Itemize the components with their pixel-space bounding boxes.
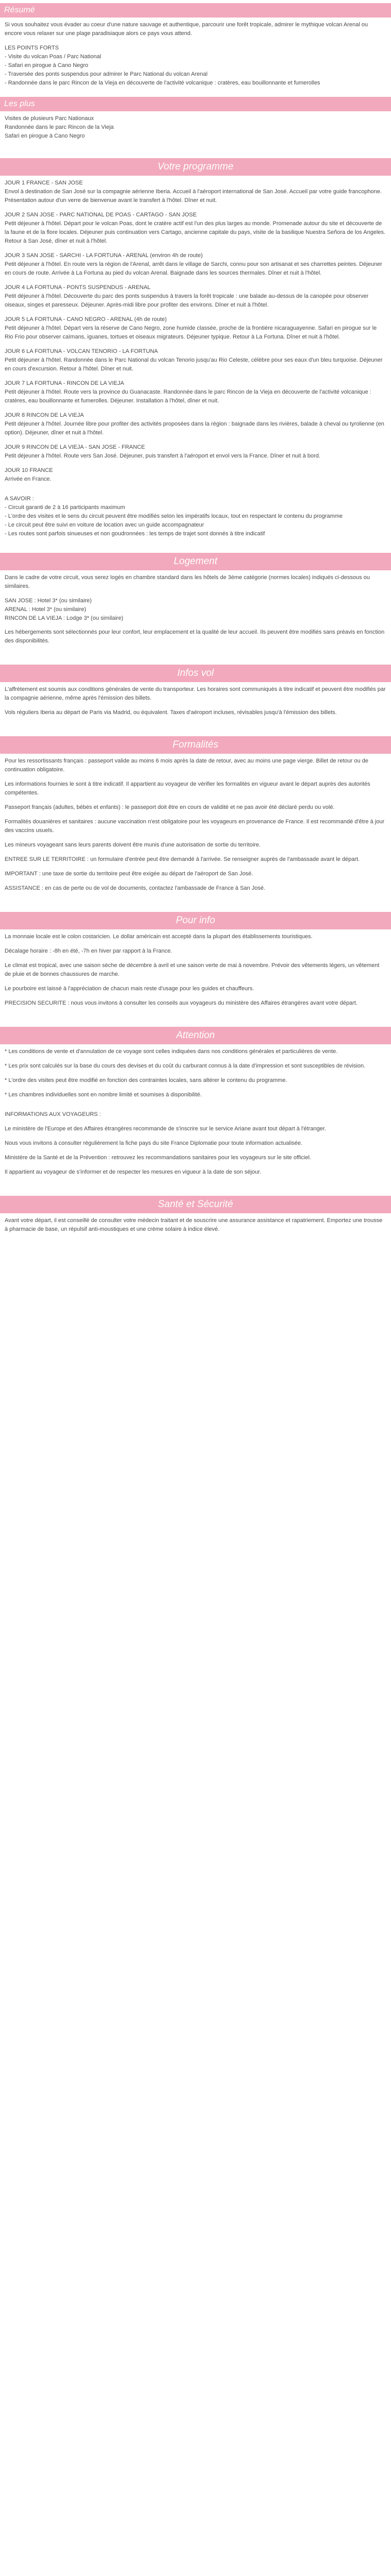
- attention-paragraph: * L'ordre des visites peut être modifié en fonction des contraintes locales, sans altérer le contenu du programme.: [5, 1077, 287, 1083]
- logement-title: Logement: [173, 556, 218, 567]
- plus-body: [0, 111, 391, 143]
- day-heading: JOUR 3 SAN JOSE - SARCHI - LA FORTUNA - ARENAL (environ 4h de route): [5, 252, 203, 259]
- resume-point: - Safari en pirogue à Cano Negro: [5, 62, 89, 69]
- pour-info-header: [0, 912, 391, 929]
- day-text: Petit déjeuner à l'hôtel. Route vers San José. Déjeuner, puis transfert à l'aéroport et envol vers la France. Dîner et nuit à bord.: [5, 453, 320, 459]
- attention-paragraph: Ministère de la Santé et de la Prévention : retrouvez les recommandations sanitaires pour les voyageurs sur le site officiel.: [5, 1155, 312, 1161]
- day-text: Arrivée en France.: [5, 476, 52, 482]
- hotel-item: ARENAL : Hotel 3* (ou similaire): [5, 606, 86, 613]
- logement-intro: Dans le cadre de votre circuit, vous serez logés en chambre standard dans les hôtels de 3ème catégorie (normes locales) indiqués ci-dessous ou similaires.: [5, 574, 370, 589]
- attention-paragraph: * Les prix sont calculés sur la base du cours des devises et du coût du carburant connus à la date d'impression et sont susceptibles de révision.: [5, 1063, 366, 1069]
- note-item: - Circuit garanti de 2 à 16 participants maximum: [5, 504, 125, 511]
- attention-paragraph: * Les chambres individuelles sont en nombre limité et soumises à disponibilité.: [5, 1092, 202, 1098]
- formalites-header: [0, 736, 391, 754]
- plus-item: Safari en pirogue à Cano Negro: [5, 133, 85, 139]
- day-heading: JOUR 6 LA FORTUNA - VOLCAN TENORIO - LA FORTUNA: [5, 348, 158, 354]
- note-item: - L'ordre des visites et le sens du circuit peuvent être modifiés selon les impératifs locaux, tout en respectant le contenu du programme: [5, 513, 343, 519]
- attention-paragraph: * Les conditions de vente et d'annulation de ce voyage sont celles indiquées dans nos conditions générales et particulières de vente.: [5, 1048, 338, 1055]
- resume-body: [0, 18, 391, 90]
- resume-point: - Randonnée dans le parc Rincon de la Vieja en découverte de l'activité volcanique : cratères, eau bouillonnante et fumerolles: [5, 80, 320, 86]
- formalites-title: Formalités: [172, 739, 219, 750]
- pour-info-title: Pour info: [175, 915, 216, 926]
- attention-paragraph: Le ministère de l'Europe et des Affaires étrangères recommande de s'inscrire sur le service Ariane avant tout départ à l'étranger.: [5, 1126, 327, 1132]
- day-heading: JOUR 10 FRANCE: [5, 467, 53, 473]
- day-heading: JOUR 8 RINCON DE LA VIEJA: [5, 412, 84, 418]
- attention-paragraph: Il appartient au voyageur de s'informer et de respecter les mesures en vigueur à la date de son séjour.: [5, 1169, 262, 1175]
- note-item: - Les routes sont parfois sinueuses et non goudronnées : les temps de trajet sont donnés à titre indicatif: [5, 531, 265, 537]
- resume-intro: Si vous souhaitez vous évader au coeur d'une nature sauvage et authentique, parcourir une forêt tropicale, admirer le mythique volcan Arenal ou encore vous relaxer sur une plage paradisiaque alors ce pays vous attend.: [5, 22, 368, 37]
- hotel-item: RINCON DE LA VIEJA : Lodge 3* (ou similaire): [5, 615, 123, 621]
- hotel-item: SAN JOSE : Hotel 3* (ou similaire): [5, 598, 92, 604]
- logement-note: Les hébergements sont sélectionnés pour leur confort, leur emplacement et la qualité de leur accueil. Ils peuvent être modifiés sans préavis en fonction des disponibilités.: [5, 629, 385, 644]
- attention-subtitle: INFORMATIONS AUX VOYAGEURS :: [5, 1111, 101, 1117]
- day-text: Petit déjeuner à l'hôtel. Départ pour le volcan Poas, dont le cratère actif est l'un des plus larges au monde. Promenade autour du site et découverte de la faune et de la flore locales. Déjeuner puis continuation vers Cartago, ancienne capitale du pays, visite de la basilique Nuestra Señora de los Angeles. Retour à San José, dîner et nuit à l'hôtel.: [5, 221, 386, 244]
- day-text: Petit déjeuner à l'hôtel. Journée libre pour profiter des activités proposées dans la région : baignade dans les rivières, balade à cheval ou tyrolienne (en option). Déjeuner, dîner et nuit à l'hôtel.: [5, 421, 384, 436]
- formalites-paragraph: Formalités douanières et sanitaires : aucune vaccination n'est obligatoire pour les voyageurs en provenance de France. Il est recommandé d'être à jour des vaccins usuels.: [5, 819, 385, 834]
- formalites-paragraph: Les mineurs voyageant sans leurs parents doivent être munis d'une autorisation de sortie du territoire.: [5, 842, 261, 848]
- pour-info-paragraph: PRECISION SECURITE : nous vous invitons à consulter les conseils aux voyageurs du ministère des Affaires étrangères avant votre départ.: [5, 1000, 357, 1006]
- infos-vol-body: [0, 682, 391, 725]
- formalites-paragraph: ASSISTANCE : en cas de perte ou de vol de documents, contactez l'ambassade de France à San José.: [5, 885, 266, 891]
- pour-info-paragraph: La monnaie locale est le colon costaricien. Le dollar américain est accepté dans la plupart des établissements touristiques.: [5, 934, 313, 940]
- pour-info-body: [0, 929, 391, 1015]
- resume-points-title: LES POINTS FORTS: [5, 45, 59, 51]
- infos-vol-title: Infos vol: [177, 668, 214, 679]
- day-heading: JOUR 2 SAN JOSE - PARC NATIONAL DE POAS - CARTAGO - SAN JOSE: [5, 212, 197, 218]
- sante-header: [0, 1196, 391, 1213]
- sante-body: [0, 1213, 391, 1242]
- day-heading: JOUR 7 LA FORTUNA - RINCON DE LA VIEJA: [5, 380, 124, 386]
- attention-header: [0, 1027, 391, 1044]
- formalites-paragraph: Pour les ressortissants français : passeport valide au moins 6 mois après la date de retour, avec au moins une page vierge. Billet de retour ou de continuation obligatoire.: [5, 758, 368, 773]
- plus-item: Randonnée dans le parc Rincon de la Vieja: [5, 124, 114, 130]
- plus-item: Visites de plusieurs Parc Nationaux: [5, 115, 94, 122]
- note-item: - Le circuit peut être suivi en voiture de location avec un guide accompagnateur: [5, 522, 204, 528]
- infos-vol-header: [0, 665, 391, 682]
- resume-point: - Visite du volcan Poas / Parc National: [5, 54, 101, 60]
- formalites-paragraph: IMPORTANT : une taxe de sortie du territoire peut être exigée au départ de l'aéroport de San José.: [5, 871, 253, 877]
- programme-body: [0, 176, 391, 540]
- sante-title: Santé et Sécurité: [158, 1199, 233, 1210]
- day-text: Envol à destination de San José sur la compagnie aérienne Iberia. Accueil à l'aéroport international de San José. Accueil par votre guide francophone. Présentation autour d'un verre de bienvenue avant le transfert à l'hôtel. Dîner et nuit.: [5, 189, 382, 204]
- pour-info-paragraph: Décalage horaire : -8h en été, -7h en hiver par rapport à la France.: [5, 948, 172, 954]
- pour-info-paragraph: Le pourboire est laissé à l'appréciation de chacun mais reste d'usage pour les guides et chauffeurs.: [5, 986, 254, 992]
- pour-info-paragraph: Le climat est tropical, avec une saison sèche de décembre à avril et une saison verte de mai à novembre. Prévoir des vêtements légers, un vêtement de pluie et de bonnes chaussures de marche.: [5, 962, 380, 977]
- day-text: Petit déjeuner à l'hôtel. Découverte du parc des ponts suspendus à travers la forêt tropicale : une balade au-dessus de la canopée pour observer oiseaux, singes et paresseux. Déjeuner. Après-midi libre pour profiter des environs. Dîner et nuit à l'hôtel.: [5, 293, 369, 308]
- formalites-paragraph: Les informations fournies le sont à titre indicatif. Il appartient au voyageur de vérifier les formalités en vigueur avant le départ auprès des autorités compétentes.: [5, 781, 370, 796]
- attention-paragraph: Nous vous invitons à consulter régulièrement la fiche pays du site France Diplomatie pour toute information actualisée.: [5, 1140, 303, 1146]
- formalites-paragraph: Passeport français (adultes, bébés et enfants) : le passeport doit être en cours de validité et ne pas avoir été déclaré perdu ou volé.: [5, 804, 335, 810]
- logement-header: [0, 553, 391, 570]
- formalites-body: [0, 754, 391, 901]
- day-heading: JOUR 1 FRANCE - SAN JOSE: [5, 180, 83, 186]
- day-text: Petit déjeuner à l'hôtel. Randonnée dans le Parc National du volcan Tenorio jusqu'au Rio Celeste, célèbre pour ses eaux d'un bleu turquoise. Déjeuner en cours d'excursion. Retour à l'hôtel. Dîner et nuit.: [5, 357, 383, 372]
- plus-title: Les plus: [4, 99, 35, 108]
- attention-body: [0, 1044, 391, 1184]
- day-text: Petit déjeuner à l'hôtel. Route vers la province du Guanacaste. Randonnée dans le parc Rincon de la Vieja en découverte de l'activité volcanique : cratères, eau bouillonnante et fumerolles. Déjeuner. Installation à l'hôtel, dîner et nuit.: [5, 389, 371, 404]
- programme-title: Votre programme: [157, 161, 234, 172]
- day-heading: JOUR 4 LA FORTUNA - PONTS SUSPENDUS - ARENAL: [5, 284, 151, 291]
- resume-header: [0, 3, 391, 18]
- day-heading: JOUR 5 LA FORTUNA - CANO NEGRO - ARENAL (4h de route): [5, 316, 167, 323]
- formalites-paragraph: ENTREE SUR LE TERRITOIRE : un formulaire d'entrée peut être demandé à l'arrivée. Se renseigner auprès de l'ambassade avant le départ.: [5, 856, 360, 862]
- day-text: Petit déjeuner à l'hôtel. Départ vers la réserve de Cano Negro, zone humide classée, proche de la frontière nicaraguayenne. Safari en pirogue sur le Rio Frio pour observer caïmans, iguanes, tortues et oiseaux migrateurs. Déjeuner typique. Retour à La Fortuna. Dîner et nuit à l'hôtel.: [5, 325, 377, 340]
- programme-header: [0, 158, 391, 176]
- attention-title: Attention: [176, 1030, 215, 1041]
- page: [0, 3, 391, 1242]
- logement-body: [0, 570, 391, 653]
- resume-title: Résumé: [4, 6, 35, 14]
- plus-header: [0, 97, 391, 111]
- resume-point: - Traversée des ponts suspendus pour admirer le Parc National du volcan Arenal: [5, 71, 208, 77]
- sante-text: Avant votre départ, il est conseillé de consulter votre médecin traitant et de souscrire une assurance assistance et rapatriement. Emportez une trousse à pharmacie de base, un répulsif anti-moustiques et une crème solaire à indice élevé.: [5, 1217, 383, 1232]
- notes-title: A SAVOIR :: [5, 496, 34, 502]
- day-text: Petit déjeuner à l'hôtel. En route vers la région de l'Arenal, arrêt dans le village de Sarchi, connu pour son artisanat et ses charrettes peintes. Déjeuner en cours de route. Arrivée à La Fortuna au pied du volcan Arenal. Baignade dans les sources thermales. Dîner et nuit à l'hôtel.: [5, 261, 382, 276]
- day-heading: JOUR 9 RINCON DE LA VIEJA - SAN JOSE - FRANCE: [5, 444, 145, 450]
- infos-vol-paragraph: Vols réguliers Iberia au départ de Paris via Madrid, ou équivalent. Taxes d'aéroport incluses, révisables jusqu'à l'émission des billets.: [5, 709, 337, 716]
- infos-vol-paragraph: L'affrètement est soumis aux conditions générales de vente du transporteur. Les horaires sont communiqués à titre indicatif et peuvent être modifiés par la compagnie aérienne, même après l'émission des billets.: [5, 686, 386, 701]
